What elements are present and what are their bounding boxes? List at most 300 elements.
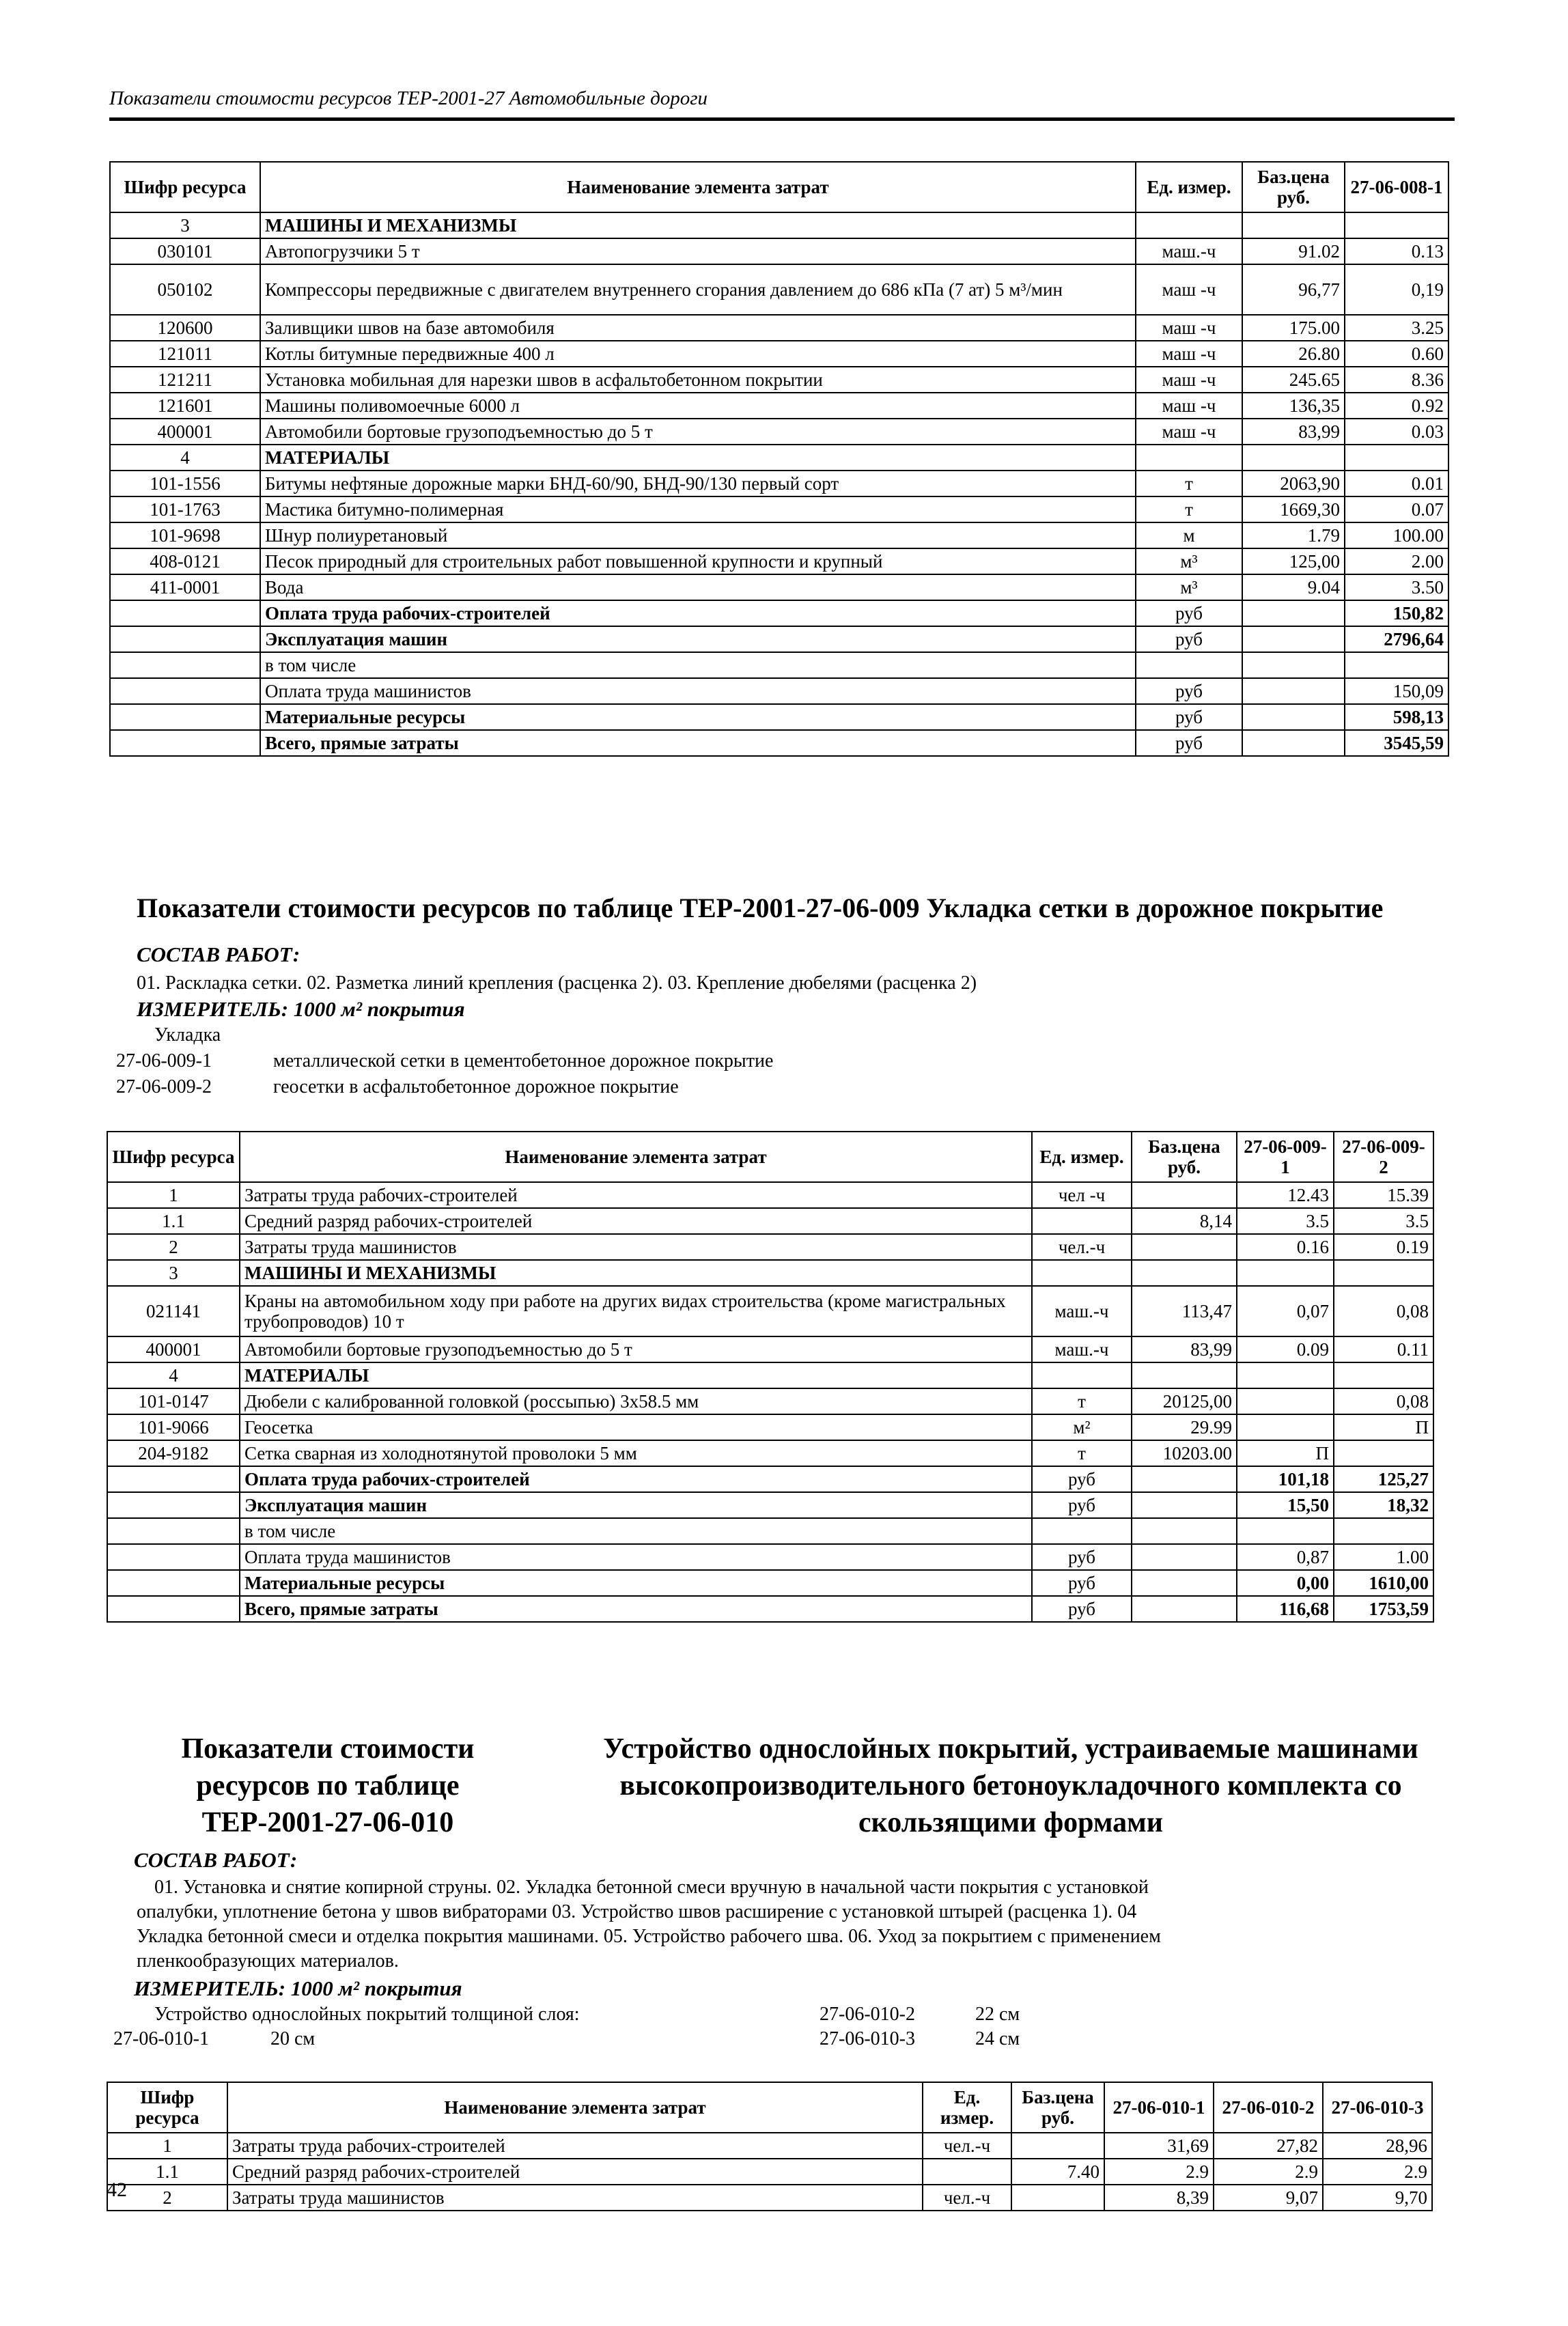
table-row	[110, 445, 1448, 471]
cell-value	[1334, 1440, 1433, 1466]
cell-name: Автомобили бортовые грузоподъемностью до 5 т	[260, 419, 1136, 445]
cell-code: 050102	[110, 264, 260, 315]
cell-value: 3.25	[1345, 315, 1448, 341]
section-title-27-06-010: Показатели стоимости ресурсов по таблице ТЕР-2001-27-06-010	[181, 1733, 475, 1838]
cell-code: 121211	[110, 367, 260, 393]
cell-unit: маш -ч	[1136, 315, 1242, 341]
header-cell: 27-06-008-1	[1345, 162, 1448, 212]
sostav-text: 01. Раскладка сетки. 02. Разметка линий крепления (расценка 2). 03. Крепление дюбелями (расценка 2)	[137, 972, 977, 994]
cell-value: 12.43	[1237, 1182, 1334, 1208]
cell-value	[1334, 1518, 1433, 1544]
cell-value: 2.9	[1323, 2159, 1432, 2185]
cell-code: 101-9066	[107, 1414, 240, 1440]
cell-code: 2	[107, 1234, 240, 1260]
cell-code: 101-9698	[110, 522, 260, 548]
table-row	[107, 1440, 1433, 1466]
table-row	[107, 1234, 1433, 1260]
cell-name: Оплата труда машинистов	[240, 1544, 1032, 1570]
cell-value: 0.13	[1345, 238, 1448, 264]
cell-code: 030101	[110, 238, 260, 264]
cell-value: 0.07	[1345, 496, 1448, 522]
table-row	[110, 626, 1448, 652]
cell-price: 83,99	[1242, 419, 1345, 445]
cell-value: 3.5	[1237, 1208, 1334, 1234]
table-row	[110, 574, 1448, 600]
cell-price	[1242, 600, 1345, 626]
header-cell: Баз.цена руб.	[1132, 1132, 1237, 1182]
resource-table-27-06-009	[107, 1131, 1434, 1623]
cell-unit: маш -ч	[1136, 264, 1242, 315]
cell-value: 31,69	[1104, 2133, 1214, 2159]
cell-name: Материальные ресурсы	[260, 704, 1136, 730]
cell-name: Эксплуатация машин	[240, 1492, 1032, 1518]
intro-text: Устройство однослойных покрытий толщиной слоя:	[154, 2004, 580, 2025]
cell-name: в том числе	[240, 1518, 1032, 1544]
cell-unit: руб	[1032, 1570, 1132, 1596]
cell-value	[1345, 212, 1448, 238]
cell-value: 0.09	[1237, 1336, 1334, 1362]
table-row	[107, 1518, 1433, 1544]
table-row	[110, 730, 1448, 756]
cell-unit: маш -ч	[1136, 367, 1242, 393]
cell-value: 8,39	[1104, 2185, 1214, 2211]
header-cell: Ед. измер.	[923, 2082, 1011, 2133]
cell-code	[107, 1466, 240, 1492]
cell-code: 101-0147	[107, 1388, 240, 1414]
cell-name: Затраты труда машинистов	[227, 2185, 923, 2211]
cell-unit: м³	[1136, 574, 1242, 600]
cell-name: Установка мобильная для нарезки швов в асфальтобетонном покрытии	[260, 367, 1136, 393]
item-code: 27-06-009-1	[116, 1050, 212, 1071]
cell-unit	[1032, 1260, 1132, 1286]
cell-code	[107, 1570, 240, 1596]
table-row	[107, 1544, 1433, 1570]
header-rule	[109, 117, 1455, 121]
izmeritel	[137, 997, 465, 1022]
cell-code	[107, 1544, 240, 1570]
header-cell: 27-06-010-3	[1323, 2082, 1432, 2133]
header-cell: Ед. измер.	[1136, 162, 1242, 212]
table-row	[110, 419, 1448, 445]
cell-price: 26.80	[1242, 341, 1345, 367]
cell-code: 021141	[107, 1286, 240, 1336]
cell-unit	[1032, 1518, 1132, 1544]
cell-value: 0.03	[1345, 419, 1448, 445]
cell-value: П	[1334, 1414, 1433, 1440]
cell-code: 1	[107, 2133, 227, 2159]
cell-code	[107, 1492, 240, 1518]
cell-value: 150,09	[1345, 678, 1448, 704]
cell-value: 598,13	[1345, 704, 1448, 730]
sostav-label: СОСТАВ РАБОТ:	[134, 1848, 298, 1872]
cell-code: 121601	[110, 393, 260, 419]
cell-price	[1132, 1492, 1237, 1518]
table-row	[110, 600, 1448, 626]
intro-text: Укладка	[154, 1024, 221, 1046]
cell-name: МАТЕРИАЛЫ	[260, 445, 1136, 471]
cell-code: 408-0121	[110, 548, 260, 574]
table-row	[107, 1336, 1433, 1362]
cell-price	[1132, 1362, 1237, 1388]
cell-value: 0.92	[1345, 393, 1448, 419]
item-code: 27-06-010-3	[820, 2028, 915, 2049]
item-text: металлической сетки в цементобетонное дорожное покрытие	[273, 1050, 774, 1071]
cell-unit: т	[1136, 471, 1242, 496]
cell-price	[1011, 2185, 1104, 2211]
cell-name: Материальные ресурсы	[240, 1570, 1032, 1596]
sostav-line: Укладка бетонной смеси и отделка покрытия машинами. 05. Устройство рабочего шва. 06. Уход за покрытием с применением	[137, 1926, 1161, 1947]
cell-name: МАШИНЫ И МЕХАНИЗМЫ	[240, 1260, 1032, 1286]
table-row	[107, 1466, 1433, 1492]
cell-price	[1242, 652, 1345, 678]
cell-name: Битумы нефтяные дорожные марки БНД-60/90, БНД-90/130 первый сорт	[260, 471, 1136, 496]
cell-name: Затраты труда рабочих-строителей	[240, 1182, 1032, 1208]
table-row	[110, 264, 1448, 315]
cell-price: 96,77	[1242, 264, 1345, 315]
cell-code: 1.1	[107, 1208, 240, 1234]
header-cell: Наименование элемента затрат	[227, 2082, 923, 2133]
cell-unit: руб	[1136, 678, 1242, 704]
cell-value: 0,00	[1237, 1570, 1334, 1596]
cell-price: 20125,00	[1132, 1388, 1237, 1414]
item-text: 24 см	[975, 2028, 1020, 2049]
cell-code: 3	[110, 212, 260, 238]
header-cell: 27-06-009-2	[1334, 1132, 1433, 1182]
section-title-27-06-009: Показатели стоимости ресурсов по таблице ТЕР-2001-27-06-009 Укладка сетки в дорожное покрытие	[137, 893, 1384, 923]
cell-unit: м³	[1136, 548, 1242, 574]
cell-code	[107, 1596, 240, 1622]
cell-price: 245.65	[1242, 367, 1345, 393]
cell-unit: руб	[1136, 600, 1242, 626]
cell-name: Оплата труда рабочих-строителей	[240, 1466, 1032, 1492]
cell-value: 18,32	[1334, 1492, 1433, 1518]
table-row	[107, 2185, 1432, 2211]
cell-code: 121011	[110, 341, 260, 367]
cell-price	[1132, 1544, 1237, 1570]
cell-value: 3.50	[1345, 574, 1448, 600]
cell-name: Всего, прямые затраты	[260, 730, 1136, 756]
cell-value: 2.00	[1345, 548, 1448, 574]
cell-price	[1242, 212, 1345, 238]
cell-value: 15.39	[1334, 1182, 1433, 1208]
table-row	[107, 2159, 1432, 2185]
cell-value: 15,50	[1237, 1492, 1334, 1518]
running-header: Показатели стоимости ресурсов ТЕР-2001-27 Автомобильные дороги	[109, 87, 708, 109]
header-cell: 27-06-009-1	[1237, 1132, 1334, 1182]
cell-value: 27,82	[1214, 2133, 1323, 2159]
cell-value: 0.16	[1237, 1234, 1334, 1260]
cell-code: 411-0001	[110, 574, 260, 600]
table-row	[110, 496, 1448, 522]
table-row	[107, 1414, 1433, 1440]
item-text: 20 см	[270, 2028, 316, 2049]
cell-price: 1669,30	[1242, 496, 1345, 522]
cell-unit: руб	[1032, 1544, 1132, 1570]
cell-code: 2	[107, 2185, 227, 2211]
cell-code: 120600	[110, 315, 260, 341]
cell-value: 1753,59	[1334, 1596, 1433, 1622]
header-cell: Баз.цена руб.	[1011, 2082, 1104, 2133]
cell-name: Оплата труда машинистов	[260, 678, 1136, 704]
cell-price: 10203.00	[1132, 1440, 1237, 1466]
cell-unit: руб	[1032, 1466, 1132, 1492]
cell-unit: руб	[1032, 1492, 1132, 1518]
cell-unit: чел.-ч	[1032, 1234, 1132, 1260]
cell-price: 175.00	[1242, 315, 1345, 341]
cell-price: 8,14	[1132, 1208, 1237, 1234]
cell-unit	[1032, 1208, 1132, 1234]
sostav-line: опалубки, уплотнение бетона у швов вибраторами 03. Устройство швов расширение с установкой штырей (расценка 1). 04	[137, 1901, 1137, 1922]
cell-price: 2063,90	[1242, 471, 1345, 496]
cell-value: 0,19	[1345, 264, 1448, 315]
cell-code	[110, 678, 260, 704]
cell-code: 1.1	[107, 2159, 227, 2185]
resource-table-27-06-008	[109, 161, 1449, 757]
cell-unit: руб	[1136, 730, 1242, 756]
cell-value	[1237, 1260, 1334, 1286]
table-row	[110, 678, 1448, 704]
cell-unit: руб	[1032, 1596, 1132, 1622]
cell-name: Всего, прямые затраты	[240, 1596, 1032, 1622]
cell-price	[1132, 1182, 1237, 1208]
cell-unit: руб	[1136, 704, 1242, 730]
cell-price	[1132, 1596, 1237, 1622]
cell-name: Песок природный для строительных работ повышенной крупности и крупный	[260, 548, 1136, 574]
cell-unit: м	[1136, 522, 1242, 548]
cell-name: Затраты труда рабочих-строителей	[227, 2133, 923, 2159]
cell-code	[107, 1518, 240, 1544]
cell-unit: маш.-ч	[1136, 238, 1242, 264]
cell-name: Шнур полиуретановый	[260, 522, 1136, 548]
cell-code	[110, 704, 260, 730]
table-row	[110, 367, 1448, 393]
cell-value	[1237, 1518, 1334, 1544]
cell-value: 2.9	[1104, 2159, 1214, 2185]
cell-name: Краны на автомобильном ходу при работе на других видах строительства (кроме магистральных трубопроводов) 10 т	[240, 1286, 1032, 1336]
cell-name: Оплата труда рабочих-строителей	[260, 600, 1136, 626]
header-cell: Шифр ресурса	[107, 1132, 240, 1182]
cell-value: 1610,00	[1334, 1570, 1433, 1596]
header-cell: Наименование элемента затрат	[240, 1132, 1032, 1182]
cell-price	[1242, 730, 1345, 756]
cell-unit: м²	[1032, 1414, 1132, 1440]
table-row	[107, 1362, 1433, 1388]
cell-value: 101,18	[1237, 1466, 1334, 1492]
cell-value: 2.9	[1214, 2159, 1323, 2185]
cell-value: 3545,59	[1345, 730, 1448, 756]
table-row	[110, 393, 1448, 419]
cell-code	[110, 652, 260, 678]
sostav-line: пленкообразующих материалов.	[137, 1950, 399, 1972]
cell-name: Средний разряд рабочих-строителей	[240, 1208, 1032, 1234]
cell-code: 101-1556	[110, 471, 260, 496]
cell-value: 125,27	[1334, 1466, 1433, 1492]
cell-code: 4	[110, 445, 260, 471]
cell-value	[1237, 1362, 1334, 1388]
cell-price	[1242, 445, 1345, 471]
cell-price: 7.40	[1011, 2159, 1104, 2185]
table-row	[110, 238, 1448, 264]
cell-code: 101-1763	[110, 496, 260, 522]
table-row	[107, 1286, 1433, 1336]
cell-unit: маш -ч	[1136, 393, 1242, 419]
cell-value: П	[1237, 1440, 1334, 1466]
cell-unit	[1032, 1362, 1132, 1388]
table-row	[107, 1570, 1433, 1596]
cell-value: 0,07	[1237, 1286, 1334, 1336]
cell-value: 0,87	[1237, 1544, 1334, 1570]
cell-value: 3.5	[1334, 1208, 1433, 1234]
cell-price	[1011, 2133, 1104, 2159]
cell-price	[1242, 678, 1345, 704]
cell-unit: чел.-ч	[923, 2185, 1011, 2211]
cell-name: Заливщики швов на базе автомобиля	[260, 315, 1136, 341]
cell-unit: маш -ч	[1136, 419, 1242, 445]
page-number: 42	[107, 2178, 127, 2201]
cell-name: Сетка сварная из холоднотянутой проволоки 5 мм	[240, 1440, 1032, 1466]
table-row	[107, 1492, 1433, 1518]
cell-name: Автопогрузчики 5 т	[260, 238, 1136, 264]
cell-name: Автомобили бортовые грузоподъемностью до 5 т	[240, 1336, 1032, 1362]
cell-name: Эксплуатация машин	[260, 626, 1136, 652]
table-row	[107, 2133, 1432, 2159]
cell-value: 0,08	[1334, 1286, 1433, 1336]
cell-name: в том числе	[260, 652, 1136, 678]
cell-value	[1345, 445, 1448, 471]
cell-name: МАШИНЫ И МЕХАНИЗМЫ	[260, 212, 1136, 238]
cell-name: Средний разряд рабочих-строителей	[227, 2159, 923, 2185]
cell-price	[1132, 1466, 1237, 1492]
cell-value: 116,68	[1237, 1596, 1334, 1622]
cell-price: 136,35	[1242, 393, 1345, 419]
cell-code: 204-9182	[107, 1440, 240, 1466]
cell-name: Геосетка	[240, 1414, 1032, 1440]
cell-value	[1237, 1414, 1334, 1440]
izmeritel: ИЗМЕРИТЕЛЬ: 1000 м² покрытия	[134, 1976, 462, 2000]
cell-value: 0.01	[1345, 471, 1448, 496]
cell-value: 0,08	[1334, 1388, 1433, 1414]
table-row	[110, 341, 1448, 367]
header-cell: 27-06-010-1	[1104, 2082, 1214, 2133]
section-subtitle-27-06-010: Устройство однослойных покрытий, устраиваемые машинами высокопроизводительного бетоноукладочного комплекта со скользящими формами	[603, 1733, 1418, 1838]
table-row	[107, 1208, 1433, 1234]
cell-value: 0.11	[1334, 1336, 1433, 1362]
cell-unit	[1136, 445, 1242, 471]
cell-name: Дюбели с калиброванной головкой (россыпью) 3х58.5 мм	[240, 1388, 1032, 1414]
cell-value: 8.36	[1345, 367, 1448, 393]
cell-price	[1132, 1570, 1237, 1596]
cell-code	[110, 626, 260, 652]
sostav-label: СОСТАВ РАБОТ:	[137, 942, 300, 966]
table-row	[110, 212, 1448, 238]
table-row	[110, 704, 1448, 730]
cell-value: 2796,64	[1345, 626, 1448, 652]
izmeritel-text: ИЗМЕРИТЕЛЬ: 1000 м² покрытия	[137, 997, 465, 1021]
cell-price	[1132, 1260, 1237, 1286]
cell-unit: т	[1032, 1440, 1132, 1466]
cell-unit	[1136, 212, 1242, 238]
cell-value: 9,70	[1323, 2185, 1432, 2211]
cell-unit	[1136, 652, 1242, 678]
table-row	[107, 1388, 1433, 1414]
cell-code	[110, 730, 260, 756]
cell-price: 9.04	[1242, 574, 1345, 600]
item-code: 27-06-009-2	[116, 1076, 212, 1097]
table-row	[110, 522, 1448, 548]
cell-price: 91.02	[1242, 238, 1345, 264]
item-text: 22 см	[975, 2004, 1020, 2025]
item-code: 27-06-010-2	[820, 2004, 915, 2025]
table-row	[110, 652, 1448, 678]
header-cell: Шифр ресурса	[107, 2082, 227, 2133]
cell-unit: маш -ч	[1136, 341, 1242, 367]
cell-value: 0.19	[1334, 1234, 1433, 1260]
cell-value: 9,07	[1214, 2185, 1323, 2211]
cell-unit: маш.-ч	[1032, 1286, 1132, 1336]
cell-price: 125,00	[1242, 548, 1345, 574]
cell-value	[1334, 1260, 1433, 1286]
table-row	[107, 1182, 1433, 1208]
cell-code: 400001	[110, 419, 260, 445]
item-code: 27-06-010-1	[113, 2028, 209, 2049]
table-row	[110, 471, 1448, 496]
cell-unit: чел -ч	[1032, 1182, 1132, 1208]
cell-name: Мастика битумно-полимерная	[260, 496, 1136, 522]
table-row	[110, 548, 1448, 574]
cell-code: 4	[107, 1362, 240, 1388]
cell-price: 113,47	[1132, 1286, 1237, 1336]
sostav-line: 01. Установка и снятие копирной струны. 02. Укладка бетонной смеси вручную в начальной части покрытия с установкой	[154, 1877, 1149, 1898]
cell-price	[1242, 626, 1345, 652]
table-row	[110, 315, 1448, 341]
cell-code: 1	[107, 1182, 240, 1208]
cell-value: 28,96	[1323, 2133, 1432, 2159]
cell-unit: руб	[1136, 626, 1242, 652]
cell-name: Котлы битумные передвижные 400 л	[260, 341, 1136, 367]
cell-code	[110, 600, 260, 626]
cell-name: Машины поливомоечные 6000 л	[260, 393, 1136, 419]
cell-price: 83,99	[1132, 1336, 1237, 1362]
cell-unit: т	[1136, 496, 1242, 522]
table-row	[107, 1596, 1433, 1622]
cell-name: Компрессоры передвижные с двигателем внутреннего сгорания давлением до 686 кПа (7 ат) 5 м³/мин	[260, 264, 1136, 315]
cell-code: 3	[107, 1260, 240, 1286]
item-text: геосетки в асфальтобетонное дорожное покрытие	[273, 1076, 679, 1097]
cell-value	[1345, 652, 1448, 678]
cell-unit: маш.-ч	[1032, 1336, 1132, 1362]
cell-code: 400001	[107, 1336, 240, 1362]
cell-name: Затраты труда машинистов	[240, 1234, 1032, 1260]
cell-price	[1242, 704, 1345, 730]
cell-value	[1237, 1388, 1334, 1414]
cell-price: 29.99	[1132, 1414, 1237, 1440]
header-cell: Баз.цена руб.	[1242, 162, 1345, 212]
cell-price: 1.79	[1242, 522, 1345, 548]
cell-price	[1132, 1234, 1237, 1260]
resource-table-27-06-010	[107, 2082, 1433, 2211]
cell-value: 1.00	[1334, 1544, 1433, 1570]
table-row	[107, 1260, 1433, 1286]
cell-unit: т	[1032, 1388, 1132, 1414]
cell-value	[1334, 1362, 1433, 1388]
cell-name: МАТЕРИАЛЫ	[240, 1362, 1032, 1388]
cell-price	[1132, 1518, 1237, 1544]
header-cell: 27-06-010-2	[1214, 2082, 1323, 2133]
header-cell: Шифр ресурса	[110, 162, 260, 212]
header-cell: Ед. измер.	[1032, 1132, 1132, 1182]
cell-value: 150,82	[1345, 600, 1448, 626]
cell-value: 100.00	[1345, 522, 1448, 548]
